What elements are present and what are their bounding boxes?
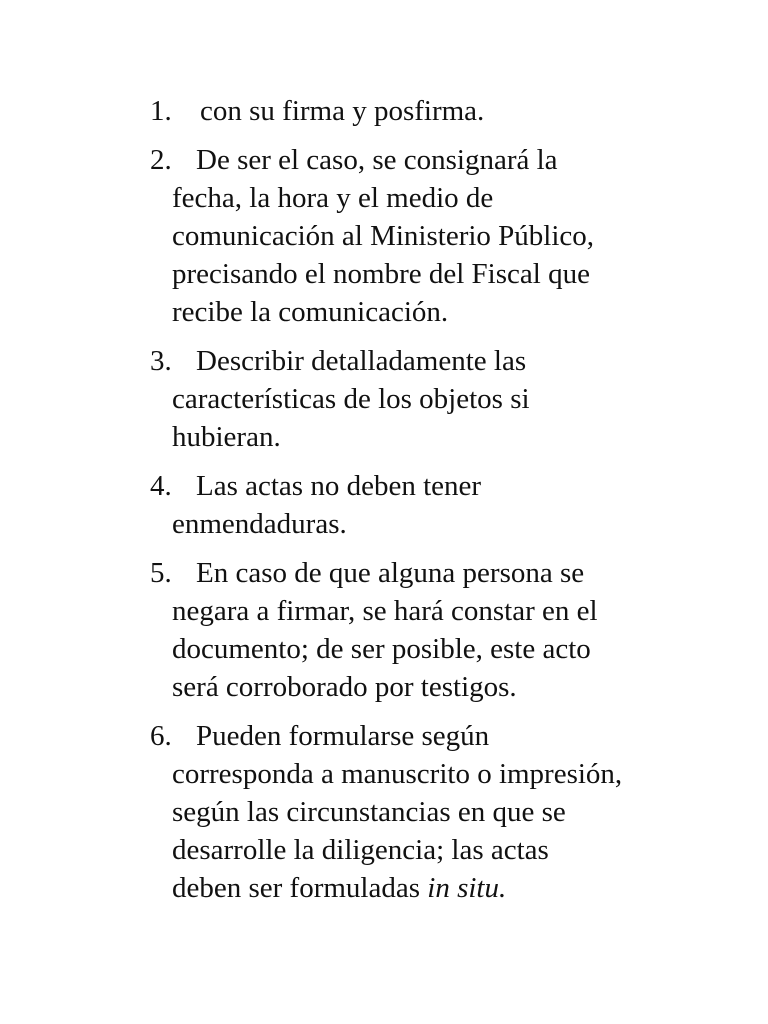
list-item — [150, 92, 690, 130]
list-text — [172, 467, 690, 543]
list-text — [172, 141, 690, 331]
text-line: Las actas no deben tener — [196, 470, 482, 502]
text-line: Pueden formularse según — [196, 720, 490, 752]
text-line: En caso de que alguna persona se — [196, 557, 585, 589]
list-number: 5. — [150, 557, 172, 589]
list-text — [172, 554, 690, 706]
list-item — [150, 342, 690, 456]
list-text — [172, 342, 690, 456]
italic-term: in situ. — [427, 872, 507, 904]
text-line: hubieran. — [172, 421, 281, 453]
text-line-last — [172, 869, 690, 907]
list-item — [150, 467, 690, 543]
text-line: desarrolle la diligencia; las actas — [172, 834, 549, 866]
text-line: documento; de ser posible, este acto — [172, 633, 591, 665]
list-item — [150, 717, 690, 907]
text-line: negara a firmar, se hará constar en el — [172, 595, 598, 627]
text-line: corresponda a manuscrito o impresión, — [172, 758, 623, 790]
text-line: con su firma y posfirma. — [200, 95, 485, 127]
text-line: comunicación al Ministerio Público, — [172, 220, 595, 252]
text-line: recibe la comunicación. — [172, 296, 449, 328]
list-text — [172, 92, 690, 130]
text-line: fecha, la hora y el medio de — [172, 182, 494, 214]
list-item — [150, 141, 690, 331]
text-line: De ser el caso, se consignará la — [196, 144, 558, 176]
text-line: según las circunstancias en que se — [172, 796, 566, 828]
list-number: 4. — [150, 470, 172, 502]
list-text — [172, 717, 690, 907]
list-item — [150, 554, 690, 706]
text-line: Describir detalladamente las — [196, 345, 527, 377]
list-number: 6. — [150, 720, 172, 752]
text-line: características de los objetos si — [172, 383, 530, 415]
list-number: 1. — [150, 95, 172, 127]
text-line: enmendaduras. — [172, 508, 347, 540]
numbered-list — [150, 92, 690, 918]
text-line: precisando el nombre del Fiscal que — [172, 258, 590, 290]
text-line-prefix: deben ser formuladas — [172, 872, 428, 904]
list-number: 3. — [150, 345, 172, 377]
text-line: será corroborado por testigos. — [172, 671, 517, 703]
list-number: 2. — [150, 144, 172, 176]
